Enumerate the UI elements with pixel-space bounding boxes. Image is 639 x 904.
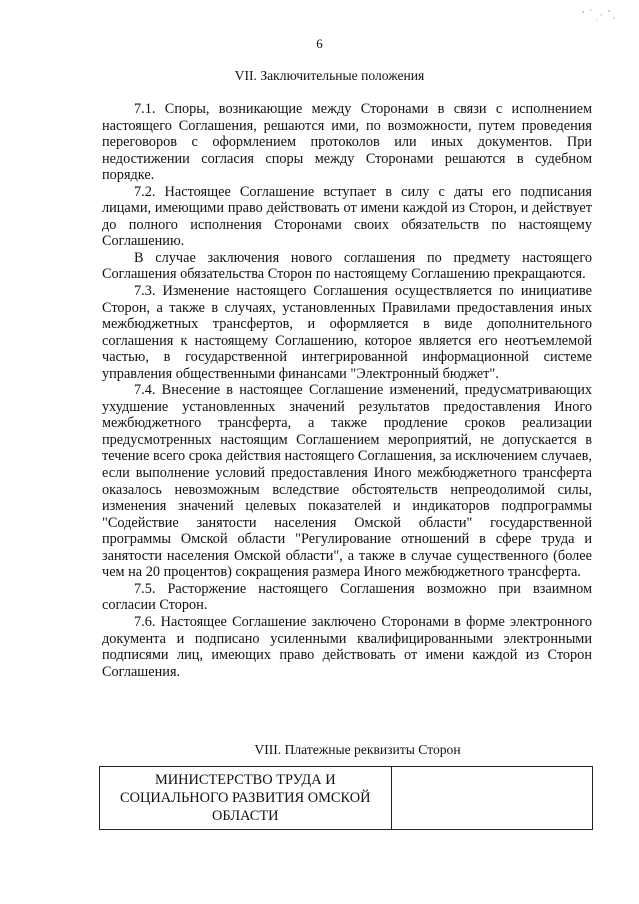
paragraph-7-1: 7.1. Споры, возникающие между Сторонами в связи с исполнением настоящего Соглашения, решаются ими, по возможности, путем проведения переговоров с оформлением протоколов или иных документов. При недостижении согласия споры между Сторонами решаются в судебном порядке. [102, 101, 592, 184]
ministry-name-cell: МИНИСТЕРСТВО ТРУДА И СОЦИАЛЬНОГО РАЗВИТИЯ ОМСКОЙ ОБЛАСТИ [100, 767, 392, 830]
document-body [102, 101, 592, 680]
paragraph-new-agreement: В случае заключения нового соглашения по предмету настоящего Соглашения обязательства Сторон по настоящему Соглашению прекращаются. [102, 249, 592, 283]
counterparty-cell [391, 767, 592, 830]
section-heading-final-provisions: VII. Заключительные положения [234, 68, 425, 83]
paragraph-7-2: 7.2. Настоящее Соглашение вступает в силу с даты его подписания лицами, имеющими право действовать от имени каждой из Сторон, и действует до полного исполнения Сторонами своих обязательств по настоящему Соглашению. [102, 183, 592, 250]
paragraph-7-5: 7.5. Расторжение настоящего Соглашения возможно при взаимном согласии Сторон. [102, 580, 592, 614]
page-number: 6 [316, 36, 323, 51]
paragraph-7-6: 7.6. Настоящее Соглашение заключено Сторонами в форме электронного документа и подписано усиленными квалифицированными электронными подписями лиц, имеющих право действовать от имени каждой из Сторон Соглашения. [102, 613, 592, 680]
scan-specks [579, 6, 619, 26]
requisites-table [99, 766, 593, 830]
section-heading-payment-details: VIII. Платежные реквизиты Сторон [254, 742, 461, 757]
table-row [100, 767, 593, 830]
paragraph-7-3: 7.3. Изменение настоящего Соглашения осуществляется по инициативе Сторон, а также в случаях, установленных Правилами предоставления иных межбюджетных трансфертов, и оформляется в виде дополнительного соглашения к настоящему Соглашению, которое является его неотъемлемой частью, в государственной интегрированной информационной системе управления общественными финансами "Электронный бюджет". [102, 283, 592, 382]
paragraph-7-4: 7.4. Внесение в настоящее Соглашение изменений, предусматривающих ухудшение установленных значений результатов предоставления Иного межбюджетного трансферта, а также продление сроков реализации предусмотренных настоящим Соглашением мероприятий, не допускается в течение всего срока действия настоящего Соглашения, за исключением случаев, если выполнение условий предоставления Иного межбюджетного трансферта оказалось невозможным вследствие обстоятельств непреодолимой силы, изменения значений целевых показателей и индикаторов подпрограммы "Содействие занятости населения Омской области" государственной программы Омской области "Регулирование отношений в сфере труда и занятости населения Омской области", а также в случае существенного (более чем на 20 процентов) сокращения размера Иного межбюджетного трансферта. [102, 382, 593, 581]
